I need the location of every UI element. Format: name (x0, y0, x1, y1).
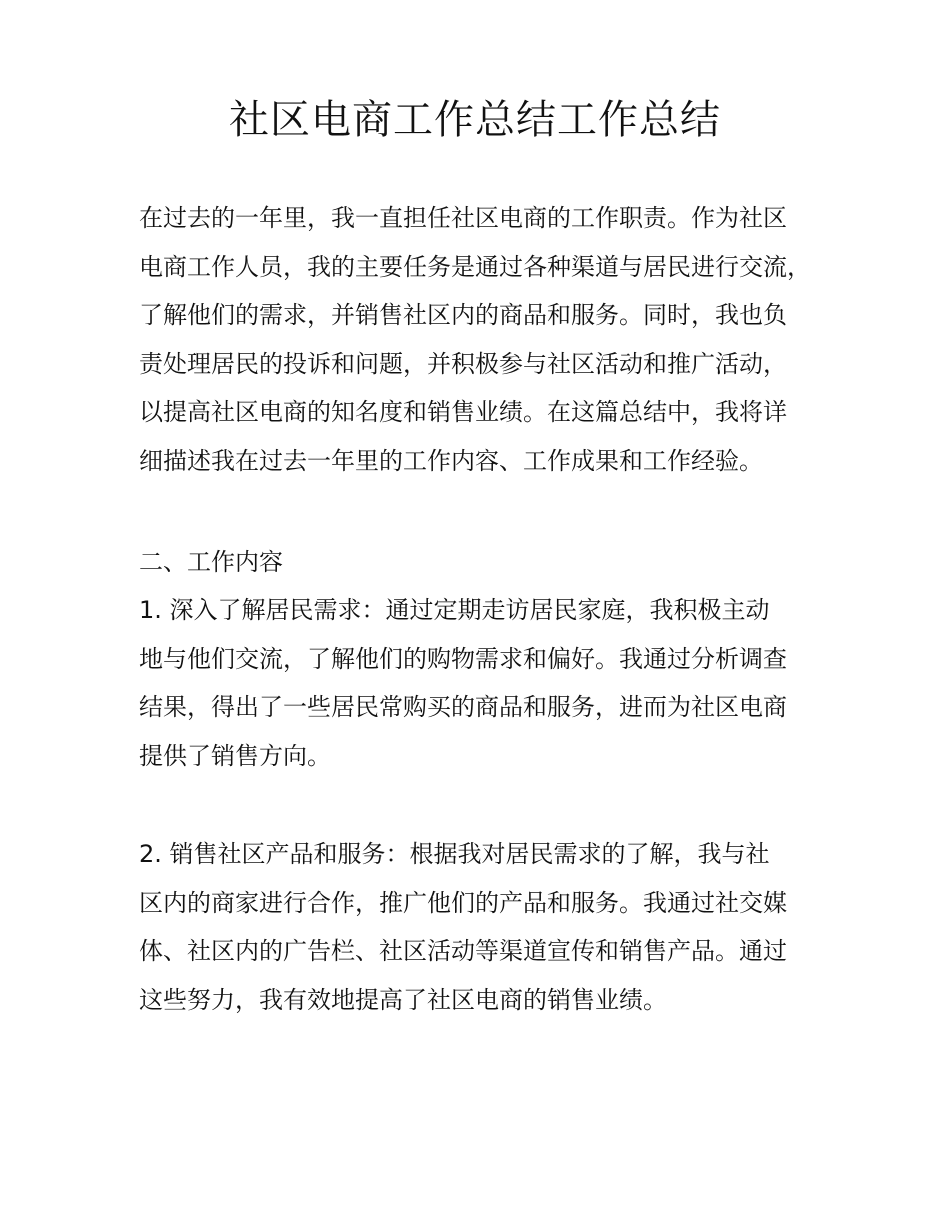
paragraph-line: 1. 深入了解居民需求：通过定期走访居民家庭，我积极主动 (139, 596, 770, 624)
intro-paragraph (139, 194, 839, 485)
paragraph-line: 体、社区内的广告栏、社区活动等渠道宣传和销售产品。通过 (139, 937, 787, 965)
paragraph-line: 责处理居民的投诉和问题，并积极参与社区活动和推广活动， (139, 349, 787, 378)
section-heading (139, 538, 839, 587)
paragraph-line: 提供了销售方向。 (139, 741, 331, 770)
paragraph-line: 结果，得出了一些居民常购买的商品和服务，进而为社区电商 (139, 693, 787, 721)
paragraph-line: 在过去的一年里，我一直担任社区电商的工作职责。作为社区 (139, 204, 787, 232)
paragraph-line: 以提高社区电商的知名度和销售业绩。在这篇总结中，我将详 (139, 398, 787, 426)
document-title: 社区电商工作总结工作总结 (229, 97, 721, 143)
list-item-2 (139, 830, 839, 1024)
paragraph-line: 地与他们交流，了解他们的购物需求和偏好。我通过分析调查 (139, 644, 787, 673)
paragraph-line: 电商工作人员，我的主要任务是通过各种渠道与居民进行交流， (139, 252, 811, 281)
paragraph-line: 细描述我在过去一年里的工作内容、工作成果和工作经验。 (139, 446, 763, 475)
paragraph-line: 区内的商家进行合作，推广他们的产品和服务。我通过社交媒 (139, 888, 787, 917)
paragraph-line: 这些努力，我有效地提高了社区电商的销售业绩。 (139, 985, 667, 1014)
section-heading-text: 二、工作内容 (139, 548, 283, 576)
paragraph-line: 2. 销售社区产品和服务：根据我对居民需求的了解，我与社 (139, 840, 770, 868)
paragraph-line: 了解他们的需求，并销售社区内的商品和服务。同时，我也负 (139, 301, 787, 329)
list-item-1 (139, 586, 839, 780)
